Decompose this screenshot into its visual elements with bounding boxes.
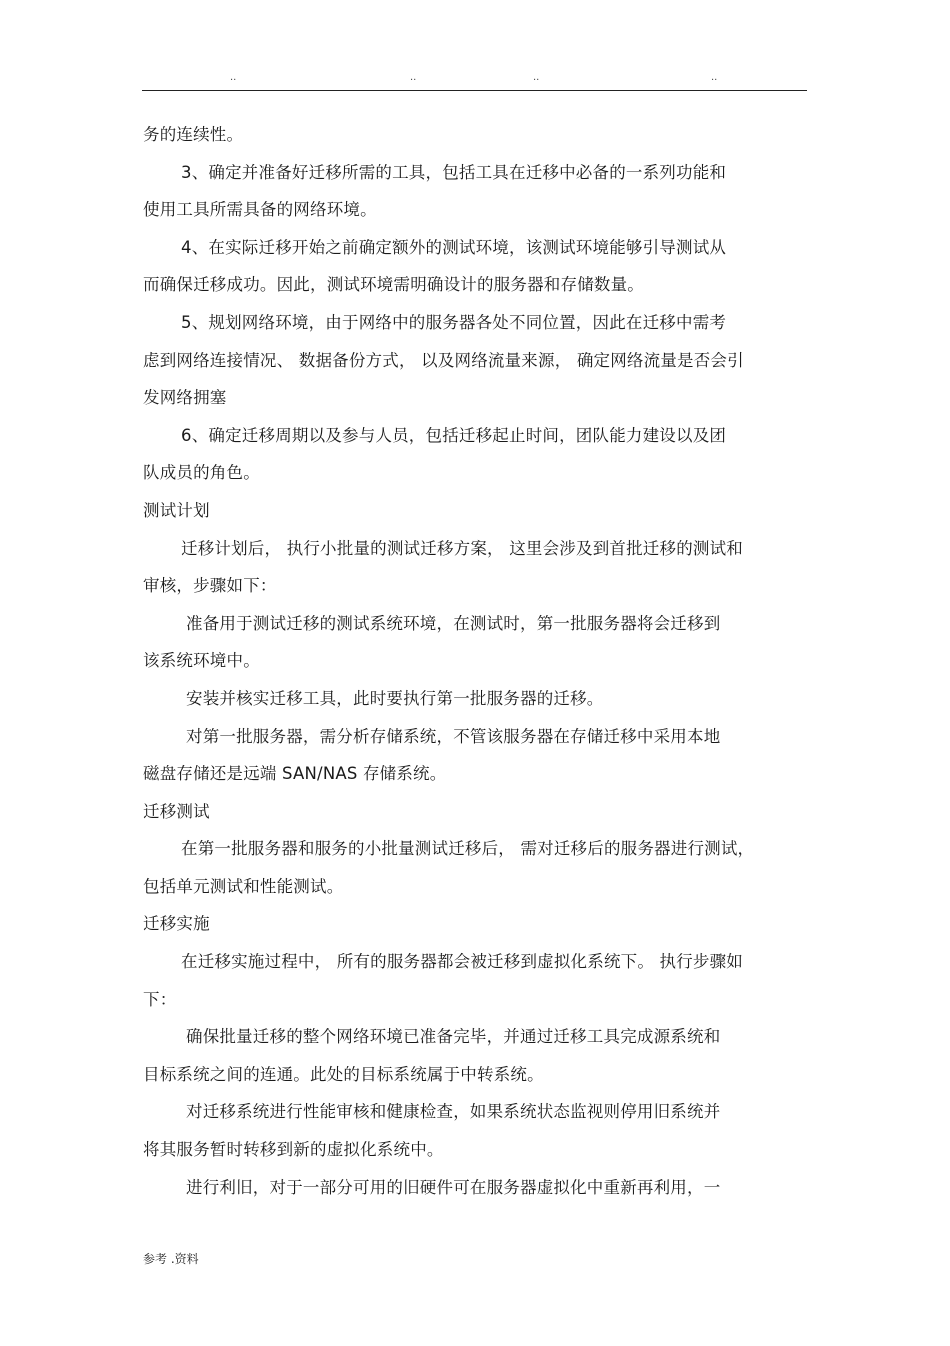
text-line: 5、规划网络环境，由于网络中的服务器各处不同位置，因此在迁移中需考 (181, 312, 727, 332)
text-line: 目标系统之间的连通。此处的目标系统属于中转系统。 (143, 1064, 544, 1084)
page-header-marks (0, 72, 950, 86)
text-line: 该系统环境中。 (143, 651, 260, 671)
text-line: 在第一批服务器和服务的小批量测试迁移后， 需对迁移后的服务器进行测试， (181, 839, 755, 859)
text-line: 测试计划 (143, 500, 210, 520)
text-line: 准备用于测试迁移的测试系统环境，在测试时，第一批服务器将会迁移到 (186, 613, 721, 633)
text-line: 6、确定迁移周期以及参与人员，包括迁移起止时间，团队能力建设以及团 (181, 425, 727, 445)
text-line: 队成员的角色。 (143, 463, 260, 483)
text-line: 务的连续性。 (143, 125, 244, 144)
text-line: 确保批量迁移的整个网络环境已准备完毕，并通过迁移工具完成源系统和 (186, 1027, 721, 1047)
header-mark: .. (711, 72, 718, 83)
text-line: 将其服务暂时转移到新的虚拟化系统中。 (143, 1140, 444, 1160)
text-line: 发网络拥塞 (143, 388, 227, 408)
header-mark: .. (410, 72, 417, 83)
text-line: 安装并核实迁移工具，此时要执行第一批服务器的迁移。 (186, 688, 604, 708)
text-line: 迁移实施 (143, 914, 210, 934)
text-line: 进行利旧，对于一部分可用的旧硬件可在服务器虚拟化中重新再利用，一 (186, 1177, 721, 1197)
text-line: 对第一批服务器，需分析存储系统，不管该服务器在存储迁移中采用本地 (186, 726, 721, 746)
text-line: 包括单元测试和性能测试。 (143, 876, 344, 896)
text-line: 迁移计划后， 执行小批量的测试迁移方案， 这里会涉及到首批迁移的测试和 (181, 538, 743, 558)
header-rule (142, 90, 807, 91)
text-line: 而确保迁移成功。因此，测试环境需明确设计的服务器和存储数量。 (143, 275, 644, 295)
text-line: 4、在实际迁移开始之前确定额外的测试环境，该测试环境能够引导测试从 (181, 237, 727, 257)
header-mark: .. (533, 72, 540, 83)
header-mark: .. (230, 72, 237, 83)
text-line: 下： (143, 989, 177, 1009)
text-line: 迁移测试 (143, 801, 210, 821)
text-line: 使用工具所需具备的网络环境。 (143, 200, 377, 220)
text-line: 在迁移实施过程中， 所有的服务器都会被迁移到虚拟化系统下。 执行步骤如 (181, 952, 743, 972)
text-line: 审核，步骤如下： (143, 576, 277, 596)
page-footer: 参考 .资料 (143, 1252, 199, 1266)
text-line: 磁盘存储还是远端 SAN/NAS 存储系统。 (143, 764, 447, 784)
text-line: 3、确定并准备好迁移所需的工具，包括工具在迁移中必备的一系列功能和 (181, 162, 727, 182)
document-body (143, 116, 808, 1206)
text-line: 虑到网络连接情况、 数据备份方式， 以及网络流量来源， 确定网络流量是否会引 (143, 350, 744, 370)
text-line: 对迁移系统进行性能审核和健康检查，如果系统状态监视则停用旧系统并 (186, 1102, 721, 1122)
